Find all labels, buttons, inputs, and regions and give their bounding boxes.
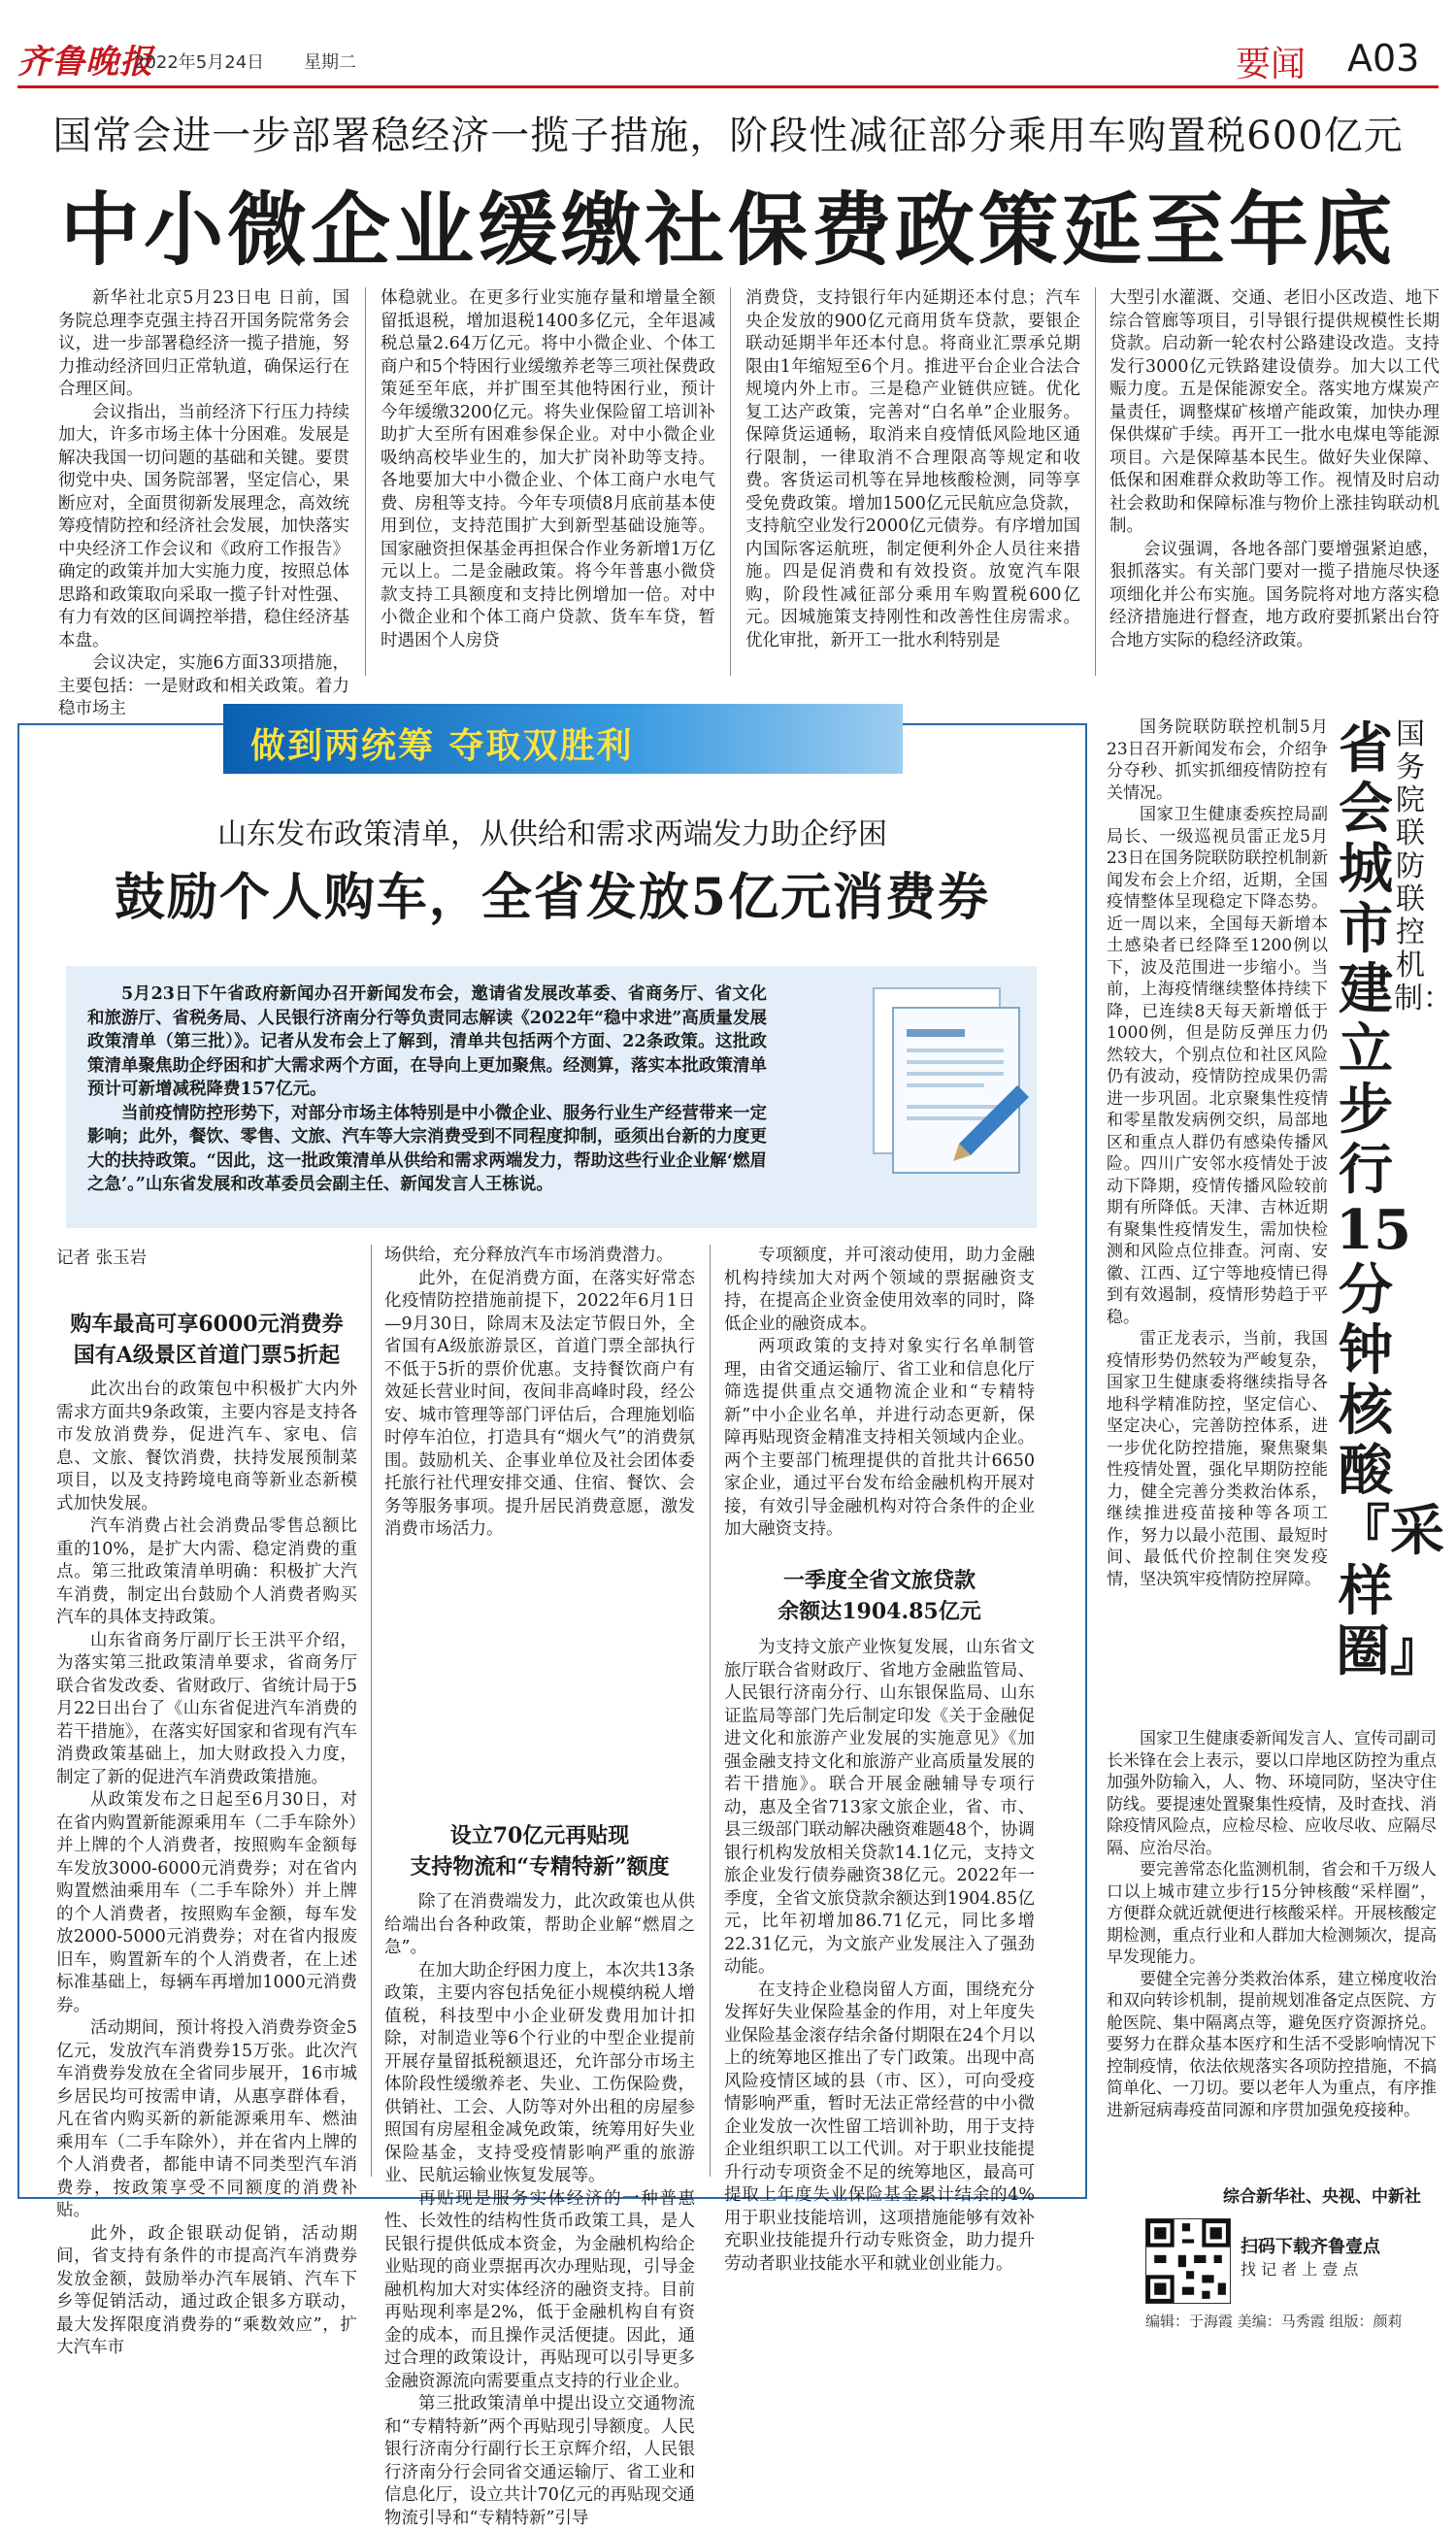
paragraph: 消费贷，支持银行年内延期还本付息；汽车央企发放的900亿元商用货车贷款，要银企联动延期半年还本付息。将商业汇票承兑期限由1年缩短至6个月。推进平台企业合法合规境内外上市。三是稳产业链供应链。优化复工达产政策，完善对“白名单”企业服务。保障货运通畅，取消来自疫情低风险地区通行限制，一律取消不合理限高等规定和收费。客货运司机等在异地核酸检测，同等享受免费政策。增加1500亿元民航应急贷款，支持航空业发行2000亿元债券。有序增加国内国际客运航班，制定便利外企人员往来措施。四是促消费和有效投资。放宽汽车限购，阶段性减征部分乘用车购置税600亿元。因城施策支持刚性和改善性住房需求。优化审批，新开工一批水利特别是 [745,288,1080,650]
heading-line: 设立70亿元再贴现 [449,1823,630,1848]
paragraph: 此次出台的政策包中积极扩大内外需求方面共9条政策，主要内容是支持各市发放消费券，促进汽车、家电、信息、文旅、餐饮消费，扶持发展预制菜项目，以及支持跨境电商等新业态新模式加快发展。 [56,1380,357,1514]
right-story-body-continued [1107,1728,1437,2121]
paragraph: 要健全完善分类救治体系，建立梯度收治和双向转诊机制，提前规划准备定点医院、方舱医院、集中隔离点等，避免医疗资源挤兑。要努力在群众基本医疗和生活不受影响情况下控制疫情，依法依规落实各项防控措施，不搞简单化、一刀切。要以老年人为重点，有序推进新冠病毒疫苗同源和序贯加强免疫接种。 [1107,1969,1437,2120]
lead-subtitle: 国常会进一步部署稳经济一揽子措施，阶段性减征部分乘用车购置税600亿元 [52,114,1404,158]
paragraph: 山东省商务厅副厅长王洪平介绍，为落实第三批政策清单要求，省商务厅联合省发改委、省财政厅、省统计局于5月22日出台了《山东省促进汽车消费的若干措施》，在落实好国家和省现有汽车消费政策基础上，加大财政投入力度，制定了新的促进汽车消费政策措施。 [56,1630,357,1787]
section-heading [56,1309,357,1371]
heading-line: 购车最高可享6000元消费券 [70,1312,344,1337]
lead-column-3 [745,287,1080,652]
section-heading [384,1820,695,1882]
staff-credits: 编辑：于海霞 美编：马秀霞 组版：颜莉 [1145,2313,1403,2330]
paragraph: 第三批政策清单中提出设立交通物流和“专精特新”两个再贴现引导额度。人民银行济南分行副行长王京辉介绍，人民银行济南分行会同省交通运输厅、省工业和信息化厅，设立共计70亿元的再贴现交通物流引导和“专精特新”引导 [384,2394,695,2528]
feature-column-3 [724,1245,1035,1542]
paragraph: 再贴现是服务实体经济的一种普惠性、长效性的结构性货币政策工具，是人民银行提供低成本资金，为金融机构给企业贴现的商业票据再次办理贴现，引导金融机构加大对实体经济的融资支持。目前再贴现利率是2%，低于金融机构自有资金的成本，而且操作灵活便捷。因此，通过合理的政策设计，再贴现可以引导更多金融资源流向需要重点支持的行业企业。 [384,2188,695,2391]
right-story-title: 省会城市建立步行15分钟核酸『采样圈』 [1336,716,1444,1683]
paragraph: 国家卫生健康委疾控局副局长、一级巡视员雷正龙5月23日在国务院联防联控机制新闻发布会上介绍，近期，全国疫情整体呈现稳定下降态势。近一周以来，全国每天新增本土感染者已经降至1200例以下，波及范围进一步缩小。当前，上海疫情继续整体持续下降，已连续8天每天新增低于1000例，但是防反弹压力仍然较大，个别点位和社区风险仍有波动，疫情防控成果仍需进一步巩固。北京聚集性疫情和零星散发病例交织，局部地区和重点人群仍有感染传播风险。四川广安邻水疫情处于波动下降期，疫情传播风险较前期有所降低。天津、吉林近期有聚集性疫情发生，需加快检测和风险点位排查。河南、安徽、江西、辽宁等地疫情已得到有效遏制，疫情形势趋于平稳。 [1107,805,1328,1327]
qr-code-icon[interactable] [1145,2218,1231,2304]
header-rule [17,85,1439,88]
feature-column-2 [384,1245,695,1542]
feature-subtitle: 山东发布政策清单，从供给和需求两端发力助企纾困 [217,817,887,851]
heading-line: 支持物流和“专精特新”额度 [410,1854,670,1880]
paragraph: 要完善常态化监测机制，省会和千万级人口以上城市建立步行15分钟核酸“采样圈”，方便群众就近就便进行核酸采样。开展核酸定期检测，重点行业和人群加大检测频次，提高早发现能力。 [1107,1860,1437,1967]
paragraph: 为支持文旅产业恢复发展，山东省文旅厅联合省财政厅、省地方金融监管局、人民银行济南分行、山东银保监局、山东证监局等部门先后制定印发《关于金融促进文化和旅游产业发展的实施意见》《加强金融支持文化和旅游产业高质量发展的若干措施》。联合开展金融辅导专项行动，惠及全省713家文旅企业，省、市、县三级部门联动解决融资难题48个，协调银行机构发放相关贷款14.1亿元，支持文旅企业发行债券融资38亿元。2022年一季度，全省文旅贷款余额达到1904.85亿元，比年初增加86.71亿元，同比多增22.31亿元，为文旅产业发展注入了强劲动能。 [724,1638,1035,1977]
column-divider [1095,287,1096,676]
heading-line: 国有A级景区首道门票5折起 [73,1343,341,1368]
column-divider [371,1245,372,2177]
paragraph: 汽车消费占社会消费品零售总额比重的10%，是扩大内需、稳定消费的重点。第三批政策清单明确：积极扩大汽车消费，制定出台鼓励个人消费者购买汽车的具体支持政策。 [56,1516,357,1627]
feature-column-3-continued [724,1637,1035,2276]
feature-column-1 [56,1379,357,2360]
paragraph: 雷正龙表示，当前，我国疫情形势仍然较为严峻复杂，国家卫生健康委将继续指导各地科学精准防控，坚定信心、坚定决心，完善防控体系，进一步优化防控措施，聚焦聚集性疫情处置，强化早期防控能力，健全完善分类救治体系，继续推进疫苗接种等各项工作，努力以最小范围、最短时间、最低代价控制住突发疫情，坚决筑牢疫情防控屏障。 [1107,1329,1328,1589]
source-credit: 综合新华社、央视、中新社 [1223,2187,1421,2207]
column-divider [730,287,731,676]
qr-caption: 扫码下载齐鲁壹点 [1241,2237,1380,2257]
lead-column-1 [58,287,349,721]
paragraph: 专项额度，并可滚动使用，助力金融机构持续加大对两个领域的票据融资支持，在提高企业资金使用效率的同时，降低企业的融资成本。 [724,1246,1035,1334]
feature-title: 鼓励个人购车，全省发放5亿元消费券 [114,868,991,927]
paragraph: 此外，政企银联动促销，活动期间，省支持有条件的市提高汽车消费券发放金额，鼓励举办汽车展销、汽车下乡等促销活动，通过政企银多方联动，最大发挥限度消费券的“乘数效应”，扩大汽车市 [56,2223,357,2357]
lead-column-2 [381,287,715,652]
paragraph: 从政策发布之日起至6月30日，对在省内购置新能源乘用车（二手车除外）并上牌的个人消费者，按照购车金额每车发放3000-6000元消费券；对在省内购置燃油乘用车（二手车除外）并上牌的个人消费者，按照购车金额，每车发放2000-5000元消费券；对在省内报废旧车，购置新车的个人消费者，在上述标准基础上，每辆车再增加1000元消费券。 [56,1790,357,2015]
column-divider [710,1245,711,2177]
section-name: 要闻 [1236,45,1307,84]
masthead [17,35,1435,82]
page-number: A03 [1347,37,1420,80]
column-divider [365,287,366,676]
paragraph: 会议指出，当前经济下行压力持续加大，许多市场主体十分困难。发展是解决我国一切问题的基础和关键。要贯彻党中央、国务院部署，坚定信心，果断应对，全面贯彻新发展理念，高效统筹疫情防控和经济社会发展，加快落实中央经济工作会议和《政府工作报告》确定的政策并加大实施力度，按照总体思路和政策取向采取一揽子针对性强、有力有效的区间调控举措，稳住经济基本盘。 [58,402,349,650]
paragraph: 会议决定，实施6方面33项措施，主要包括：一是财政和相关政策。着力稳市场主 [58,653,349,718]
paragraph: 会议强调，各地各部门要增强紧迫感，狠抓落实。有关部门要对一揽子措施尽快逐项细化并公布实施。国务院将对地方落实稳经济措施进行督查，地方政府要抓紧出台符合地方实际的稳经济政策。 [1109,539,1439,650]
right-story-body [1107,716,1328,1590]
paragraph: 5月23日下午省政府新闻办召开新闻发布会，邀请省发展改革委、省商务厅、省文化和旅游厅、省税务局、人民银行济南分行等负责同志解读《2022年“稳中求进”高质量发展政策清单（第三批）》。记者从发布会上了解到，清单共包括两个方面、22条政策。这批政策清单聚焦助企纾困和扩大需求两个方面，在导向上更加聚焦。经测算，落实本批政策清单预计可新增减税降费157亿元。 [87,984,767,1099]
paragraph: 两项政策的支持对象实行名单制管理，由省交通运输厅、省工业和信息化厅筛选提供重点交通物流企业和“专精特新”中小企业名单，并进行动态更新，保障再贴现资金精准支持相关领域内企业。两个主要部门梳理提供的首批共计6650家企业，通过平台发布给金融机构开展对接，有效引导金融机构对符合条件的企业加大融资支持。 [724,1337,1035,1539]
paragraph: 当前疫情防控形势下，对部分市场主体特别是中小微企业、服务行业生产经营带来一定影响；此外，餐饮、零售、文旅、汽车等大宗消费受到不同程度抑制，亟须出台新的力度更大的扶持政策。“因此，这一批政策清单从供给和需求两端发力，帮助这些行业企业解‘燃眉之急’。”山东省发展和改革委员会副主任、新闻发言人王栋说。 [87,1103,767,1194]
paragraph: 此外，在促消费方面，在落实好常态化疫情防控措施前提下，2022年6月1日—9月30日，除周末及法定节假日外，全省国有A级旅游景区，首道门票全部执行不低于5折的票价优惠。支持餐饮商户有效延长营业时间，夜间非高峰时段，经公安、城市管理等部门评估后，合理施划临时停车泊位，打造具有“烟火气”的消费氛围。鼓励机关、企事业单位及社会团体委托旅行社代理安排交通、住宿、餐饮、会务等服务事项。提升居民消费意愿，激发消费市场活力。 [384,1268,695,1539]
paragraph: 场供给，充分释放汽车市场消费潜力。 [384,1246,674,1265]
paragraph: 在加大助企纾困力度上，本次共13条政策，主要内容包括免征小规模纳税人增值税，科技型中小企业研发费用加计扣除，对制造业等6个行业的中型企业提前开展存量留抵税额退还，允许部分市场主体阶段性缓缴养老、失业、工伤保险费，供销社、工会、人防等对外出租的房屋参照国有房屋租金减免政策，统筹用好失业保险基金，支持受疫情影响严重的旅游业、民航运输业恢复发展等。 [384,1960,695,2185]
heading-line: 一季度全省文旅贷款 [782,1568,976,1593]
paragraph: 除了在消费端发力，此次政策也从供给端出台各种政策，帮助企业解“燃眉之急”。 [384,1892,695,1957]
feature-column-2-continued [384,1891,695,2530]
reporter-byline: 记者 张玉岩 [56,1248,148,1268]
paragraph: 国家卫生健康委新闻发言人、宣传司副司长米锋在会上表示，要以口岸地区防控为重点加强外防输入，人、物、环境同防，坚决守住防线。要提速处置聚集性疫情，及时查找、消除疫情风险点，应检尽检、应收尽收、应隔尽隔、应治尽治。 [1107,1729,1437,1858]
paragraph: 活动期间，预计将投入消费券资金5亿元，发放汽车消费券15万张。此次汽车消费券发放在全省同步展开，16市城乡居民均可按需申请，从惠享群体看，凡在省内购买新的新能源乘用车、燃油乘用车（二手车除外），并在省内上牌的个人消费者，都能申请不同类型汽车消费券，按政策享受不同额度的消费补贴。 [56,2018,357,2220]
paragraph: 新华社北京5月23日电 日前，国务院总理李克强主持召开国务院常务会议，进一步部署稳经济一揽子措施，努力推动经济回归正常轨道，确保运行在合理区间。 [58,288,349,399]
feature-summary [87,982,767,1197]
section-heading [724,1565,1035,1627]
feature-banner-text: 做到两统筹 夺取双胜利 [250,726,634,766]
lead-column-4 [1109,287,1439,652]
paragraph: 在支持企业稳岗留人方面，围绕充分发挥好失业保险基金的作用，对上年度失业保险基金滚存结余备付期限在24个月以上的统筹地区推出了专门政策。出现中高风险疫情区域的县（市、区），可向受疫情影响严重，暂时无法正常经营的中小微企业发放一次性留工培训补助，用于支持企业组织职工以工代训。对于职业技能提升行动专项资金不足的统筹地区，最高可提取上年度失业保险基金累计结余的4%用于职业技能培训，这项措施能够有效补充职业技能提升行动专账资金，助力提升劳动者职业技能水平和就业创业能力。 [724,1980,1035,2274]
issue-weekday: 星期二 [304,52,356,73]
paragraph: 大型引水灌溉、交通、老旧小区改造、地下综合管廊等项目，引导银行提供规模性长期贷款。启动新一轮农村公路建设改造。支持发行3000亿元铁路建设债券。加大以工代赈力度。五是保能源安全。落实地方煤炭产量责任，调整煤矿核增产能政策，加快办理保供煤矿手续。再开工一批水电煤电等能源项目。六是保障基本民生。做好失业保障、低保和困难群众救助等工作。视情及时启动社会救助和保障标准与物价上涨挂钩联动机制。 [1109,288,1439,536]
document-illustration-icon [844,969,1039,1231]
paragraph: 国务院联防联控机制5月23日召开新闻发布会，介绍争分夺秒、抓实抓细疫情防控有关情况。 [1107,717,1328,803]
heading-line: 余额达1904.85亿元 [778,1599,981,1624]
right-story-kicker: 国务院联防联控机制： [1394,717,1452,1015]
lead-title: 中小微企业缓缴社保费政策延至年底 [59,183,1396,277]
paragraph: 体稳就业。在更多行业实施存量和增量全额留抵退税，增加退税1400多亿元，全年退减税总量2.64万亿元。将中小微企业、个体工商户和5个特困行业缓缴养老等三项社保费政策延至年底，并扩围至其他特困行业，预计今年缓缴3200亿元。将失业保险留工培训补助扩大至所有困难参保企业。对中小微企业吸纳高校毕业生的，加大扩岗补助等支持。各地要加大中小微企业、个体工商户水电气费、房租等支持。今年专项债8月底前基本使用到位，支持范围扩大到新型基础设施等。国家融资担保基金再担保合作业务新增1万亿元以上。二是金融政策。将今年普惠小微贷款支持工具额度和支持比例增加一倍。对中小微企业和个体工商户贷款、货车车贷，暂时遇困个人房贷 [381,288,715,650]
newspaper-logo: 齐鲁晚报 [17,43,153,82]
issue-date: 2022年5月24日 [134,52,265,73]
qr-subcaption: 找 记 者 上 壹 点 [1241,2260,1359,2279]
